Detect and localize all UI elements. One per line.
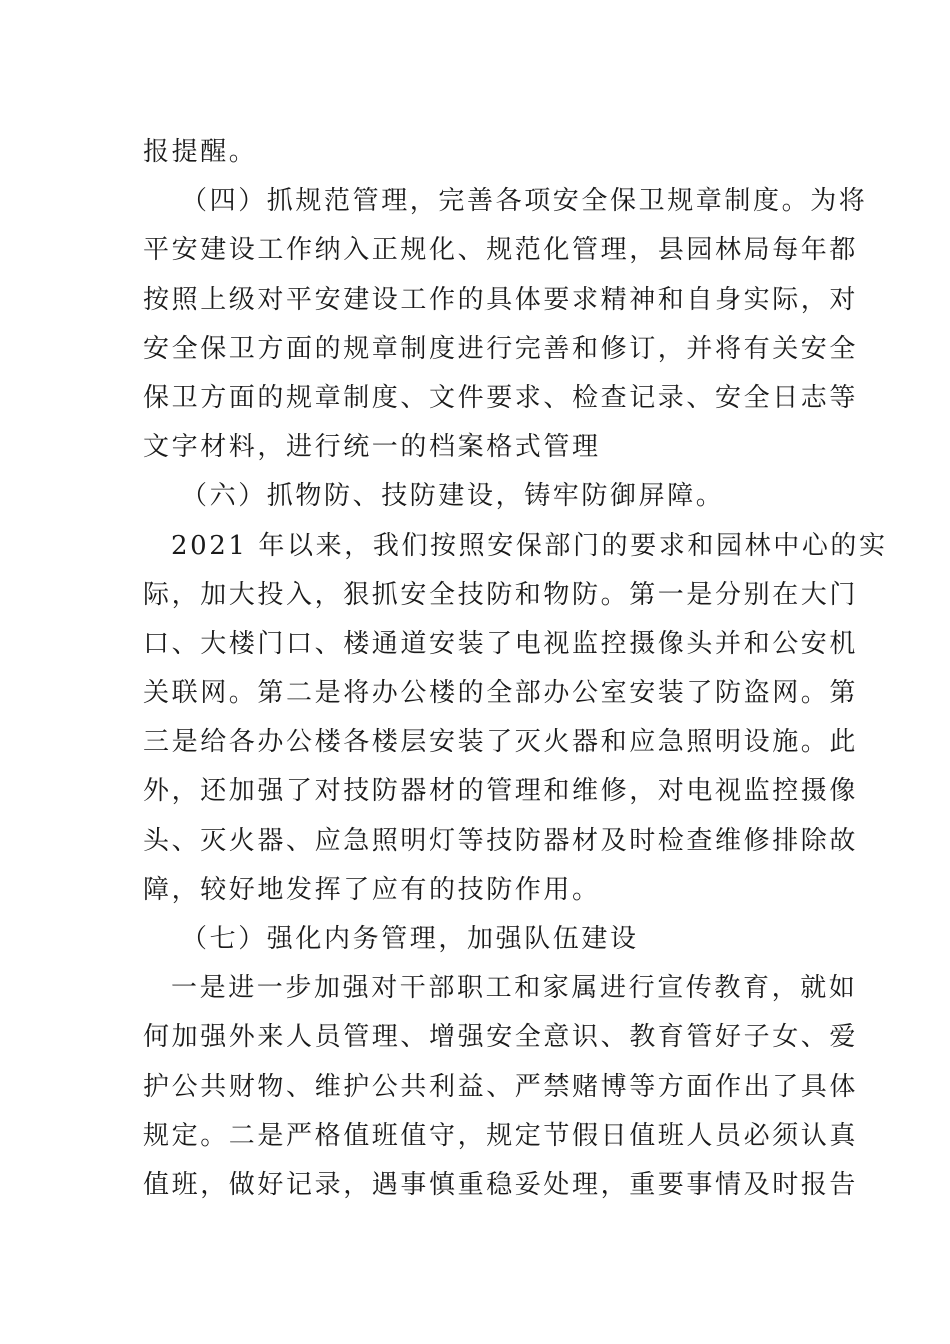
section-heading-6: （六）抓物防、技防建设，铸牢防御屏障。	[181, 481, 725, 512]
text-line: 规定。二是严格值班值守，规定节假日值班人员必须认真	[143, 1120, 859, 1151]
text-line: 障，较好地发挥了应有的技防作用。	[143, 874, 601, 905]
text-line: 文字材料，进行统一的档案格式管理	[143, 432, 601, 463]
text-line: 按照上级对平安建设工作的具体要求精神和自身实际，对	[143, 284, 859, 315]
paragraph-start: 2021 年以来，我们按照安保部门的要求和园林中心的实	[171, 530, 888, 561]
text-line: 外，还加强了对技防器材的管理和维修，对电视监控摄像	[143, 776, 859, 807]
text-line: 三是给各办公楼各楼层安装了灭火器和应急照明设施。此	[143, 727, 859, 758]
text-line: 平安建设工作纳入正规化、规范化管理，县园林局每年都	[143, 235, 859, 266]
text-line: 头、灭火器、应急照明灯等技防器材及时检查维修排除故	[143, 825, 859, 856]
text-line: 护公共财物、维护公共利益、严禁赌博等方面作出了具体	[143, 1071, 859, 1102]
section-heading-7: （七）强化内务管理，加强队伍建设	[181, 924, 639, 954]
document-body	[143, 128, 888, 1210]
text-line: 值班，做好记录，遇事慎重稳妥处理，重要事情及时报告	[143, 1169, 859, 1200]
text-line: 关联网。第二是将办公楼的全部办公室安装了防盗网。第	[143, 678, 859, 709]
text-line: 安全保卫方面的规章制度进行完善和修订，并将有关安全	[143, 333, 859, 364]
paragraph-start: 一是进一步加强对干部职工和家属进行宣传教育，就如	[171, 973, 858, 1004]
text-line: 际，加大投入，狠抓安全技防和物防。第一是分别在大门	[143, 579, 859, 610]
text-line: 报提醒。	[143, 137, 258, 167]
section-heading-4: （四）抓规范管理，完善各项安全保卫规章制度。为将	[181, 186, 868, 217]
text-line: 何加强外来人员管理、增强安全意识、教育管好子女、爱	[143, 1022, 859, 1053]
text-line: 口、大楼门口、楼通道安装了电视监控摄像头并和公安机	[143, 628, 859, 659]
text-line: 保卫方面的规章制度、文件要求、检查记录、安全日志等	[143, 382, 859, 413]
